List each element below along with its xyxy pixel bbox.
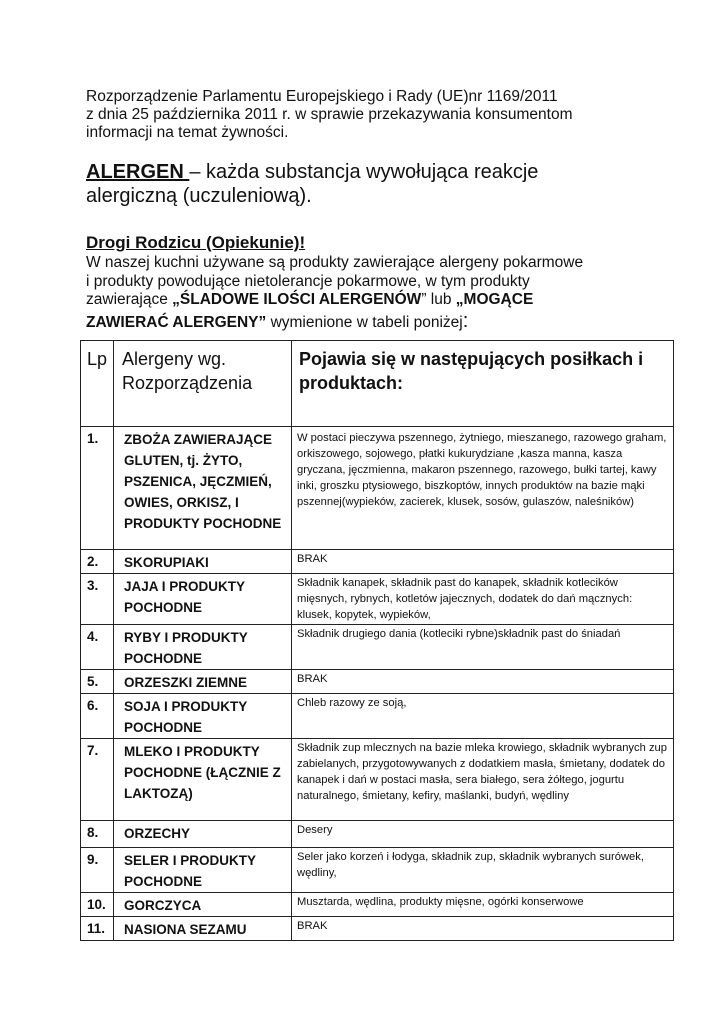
row-lp: 3. (81, 574, 114, 625)
table-row (81, 694, 674, 739)
table-row (81, 427, 674, 550)
definition-text-1: – każda substancjа wywołująca reakcje (189, 161, 539, 183)
row-allergen: JAJA I PRODUKTY POCHODNE (114, 574, 292, 625)
row-allergen: SELER I PRODUKTY POCHODNE (114, 848, 292, 893)
row-description: Składnik zup mlecznych na bazie mleka krowiego, składnik wybranych zup zabielanych, przygotowywanych z dodatkiem masła, śmietany, dodatek do kanapek i dań w postaci masła, sera białego, sera żółtego, jogurtu naturalnego, śmietany, kefiry, maślanki, budyń, wędliny (292, 739, 674, 821)
notice-line-3-pre: zawierające (86, 291, 173, 308)
row-lp: 10. (81, 893, 114, 917)
notice-line-3-mid: ” lub (421, 291, 456, 308)
allergen-table (80, 340, 674, 941)
notice-line-2: i produkty powodujące nietolerancje pokarmowe, w tym produkty (86, 272, 530, 290)
table-row (81, 670, 674, 694)
definition-term: ALERGEN (86, 161, 190, 183)
notice-line-1: W naszej kuchni używane są produkty zawierające alergeny pokarmowe (86, 254, 584, 271)
row-description: Chleb razowy ze soją, (292, 694, 674, 739)
row-description: BRAK (292, 670, 674, 694)
row-lp: 4. (81, 625, 114, 670)
row-description: BRAK (292, 550, 674, 574)
definition-text-2: alergiczną (uczuleniową). (86, 185, 312, 207)
row-description: Składnik drugiego dania (kotleciki rybne)składnik past do śniadań (292, 625, 674, 670)
may-contain-allergens-text: ZAWIERAĆ ALERGENY” (86, 313, 267, 331)
row-allergen: MLEKO I PRODUKTY POCHODNE (ŁĄCZNIE Z LAKTOZĄ) (114, 739, 292, 821)
header-allergen: Alergeny wg. Rozporządzenia (114, 341, 292, 427)
notice-heading: Drogi Rodzicu (Opiekunie)! (86, 233, 306, 252)
notice-colon: : (462, 309, 469, 332)
row-allergen: SOJA I PRODUKTY POCHODNE (114, 694, 292, 739)
row-description: Składnik kanapek, składnik past do kanapek, składnik kotlecików mięsnych, rybnych, kotletów jajecznych, dodatek do dań mącznych: klusek, kopytek, wypieków, (292, 574, 674, 625)
row-lp: 7. (81, 739, 114, 821)
table-row (81, 821, 674, 848)
intro-line-1: Rozporządzenie Parlamentu Europejskiego i Rady (UE)nr 1169/2011 (86, 88, 558, 105)
row-allergen: ORZECHY (114, 821, 292, 848)
row-description: W postaci pieczywa pszennego, żytniego, mieszanego, razowego graham, orkiszowego, sojowego, płatki kukurydziane ,kasza manna, kasza gryczana, jęczmienna, makaron pszennego, razowego, bułki tartej, kawy inki, groszku ptysiowego, biszkoptów, innych produktów na bazie mąki pszennej(wypieków, zacierek, klusek, sosów, gulaszów, naleśników) (292, 427, 674, 550)
row-allergen: SKORUPIAKI (114, 550, 292, 574)
row-lp: 9. (81, 848, 114, 893)
row-description: Desery (292, 821, 674, 848)
row-description: Musztarda, wędlina, produkty mięsne, ogórki konserwowe (292, 893, 674, 917)
allergen-definition (86, 160, 666, 208)
table-row (81, 893, 674, 917)
row-lp: 11. (81, 917, 114, 941)
row-description: BRAK (292, 917, 674, 941)
row-allergen: GORCZYCA (114, 893, 292, 917)
table-row (81, 625, 674, 670)
row-lp: 1. (81, 427, 114, 550)
intro-line-2: z dnia 25 października 2011 r. w sprawie przekazywania konsumentom (86, 106, 573, 123)
row-allergen: RYBY I PRODUKTY POCHODNE (114, 625, 292, 670)
row-description: Seler jako korzeń i łodyga, składnik zup, składnik wybranych surówek, wędliny, (292, 848, 674, 893)
notice-line-4 (86, 309, 676, 333)
row-allergen: ZBOŻA ZAWIERAJĄCE GLUTEN, tj. ŻYTO, PSZENICA, JĘCZMIEŃ, OWIES, ORKISZ, I PRODUKTY POCHODNE (114, 427, 292, 550)
notice-line-4-post: wymienione w tabeli poniżej (266, 313, 463, 331)
header-lp: Lp (81, 341, 114, 427)
table-row (81, 739, 674, 821)
may-contain-text: „MOGĄCE (455, 291, 534, 308)
table-row (81, 574, 674, 625)
row-lp: 6. (81, 694, 114, 739)
table-header-row (81, 341, 674, 427)
notice-line-3 (86, 291, 676, 310)
row-allergen: NASIONA SEZAMU (114, 917, 292, 941)
header-occurrence: Pojawia się w następujących posiłkach i produktach: (292, 341, 674, 427)
parent-notice (86, 232, 676, 332)
table-row (81, 550, 674, 574)
trace-amounts-text: „ŚLADOWE ILOŚCI ALERGENÓW (172, 291, 422, 308)
row-lp: 8. (81, 821, 114, 848)
row-lp: 2. (81, 550, 114, 574)
intro-line-3: informacji na temat żywności. (86, 124, 289, 141)
regulation-reference (86, 88, 646, 142)
row-lp: 5. (81, 670, 114, 694)
row-allergen: ORZESZKI ZIEMNE (114, 670, 292, 694)
table-row (81, 848, 674, 893)
table-row (81, 917, 674, 941)
